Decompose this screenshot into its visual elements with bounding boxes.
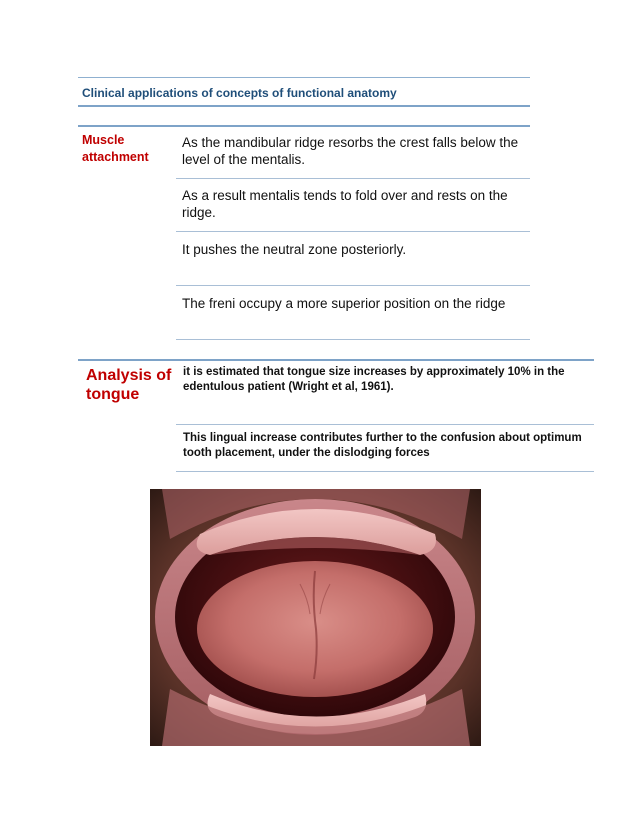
muscle-row-1: As the mandibular ridge resorbs the crest falls below the level of the mentalis. bbox=[182, 135, 519, 167]
muscle-row-divider-3 bbox=[176, 285, 530, 286]
tongue-row-divider-1 bbox=[176, 424, 594, 425]
muscle-table-top-rule bbox=[78, 125, 530, 127]
tongue-row-1: it is estimated that tongue size increases by approximately 10% in the edentulous patient (Wright et al, 1961). bbox=[183, 366, 565, 393]
muscle-row-3: It pushes the neutral zone posteriorly. bbox=[182, 242, 407, 257]
muscle-row-2: As a result mentalis tends to fold over and rests on the ridge. bbox=[182, 188, 508, 220]
tongue-table-bottom-rule bbox=[176, 471, 594, 472]
muscle-row-divider-2 bbox=[176, 231, 530, 232]
title-top-rule bbox=[78, 77, 530, 78]
muscle-attachment-label: Muscle attachment bbox=[82, 133, 149, 164]
title-bottom-rule bbox=[78, 105, 530, 107]
tongue-table-top-rule bbox=[78, 359, 594, 361]
muscle-row-4: The freni occupy a more superior position on the ridge bbox=[182, 296, 506, 311]
muscle-table-bottom-rule bbox=[176, 339, 530, 340]
analysis-of-tongue-label: Analysis of tongue bbox=[86, 367, 172, 403]
tongue-photo bbox=[150, 489, 481, 746]
tongue-row-2: This lingual increase contributes further to the confusion about optimum tooth placement, under the dislodging forces bbox=[183, 432, 582, 459]
muscle-row-divider-1 bbox=[176, 178, 530, 179]
section-title: Clinical applications of concepts of functional anatomy bbox=[82, 86, 397, 100]
